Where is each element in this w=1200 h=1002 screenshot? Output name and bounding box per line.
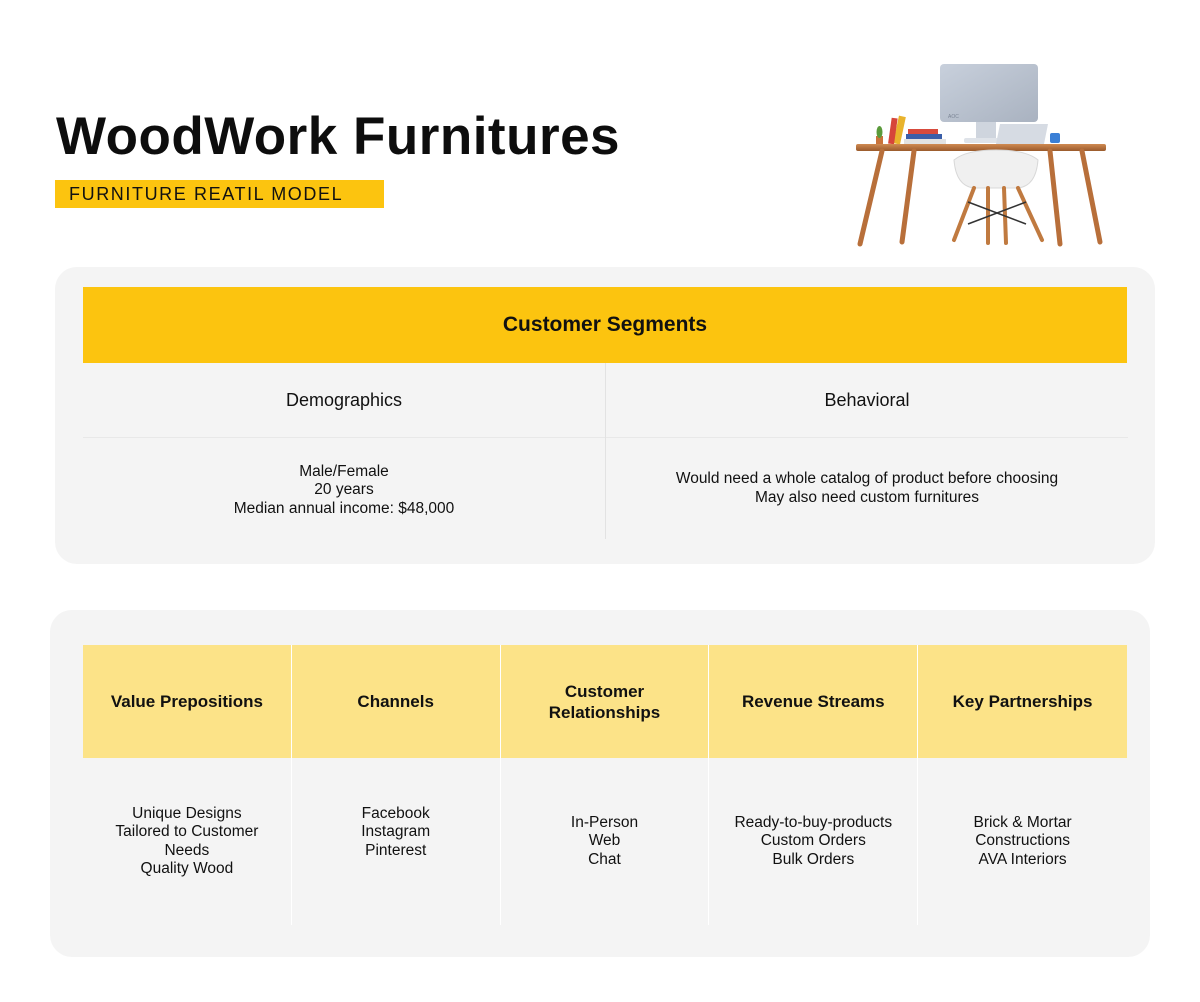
- customer-relationships-line: In-Person: [570, 813, 639, 831]
- customer-relationships-column: [501, 645, 710, 925]
- channels-line: Instagram: [361, 823, 431, 841]
- behavioral-body: [606, 438, 1128, 539]
- key-partnerships-line: Constructions: [975, 832, 1070, 850]
- revenue-streams-body: [709, 758, 917, 925]
- value-prepositions-line: Tailored to Customer: [115, 823, 259, 840]
- key-partnerships-column: [918, 645, 1127, 925]
- key-partnerships-line: Brick & Mortar: [973, 813, 1072, 831]
- channels-title: Channels: [357, 692, 434, 711]
- channels-line: Pinterest: [365, 841, 427, 859]
- behavioral-title: Behavioral: [606, 363, 1128, 438]
- customer-relationships-title: Customer Relationships: [548, 681, 661, 722]
- monitor-brand-label: AOC: [948, 114, 959, 120]
- value-prepositions-header: [83, 645, 291, 758]
- channels-column: [292, 645, 501, 925]
- channels-header: [292, 645, 500, 758]
- value-prepositions-column: [83, 645, 292, 925]
- demographics-line: Median annual income: $48,000: [233, 499, 455, 517]
- customer-relationships-line: Chat: [588, 850, 621, 868]
- demographics-body: [83, 438, 605, 539]
- demographics-line: 20 years: [314, 481, 374, 499]
- key-partnerships-body: [918, 758, 1127, 925]
- value-prepositions-line: Needs: [164, 841, 210, 859]
- behavioral-column: [605, 363, 1128, 539]
- revenue-streams-line: Ready-to-buy-products: [734, 813, 893, 831]
- revenue-streams-title: Revenue Streams: [741, 692, 885, 711]
- key-partnerships-line: AVA Interiors: [978, 850, 1067, 868]
- channels-body: [292, 758, 500, 925]
- behavioral-line: May also need custom furnitures: [755, 488, 979, 506]
- revenue-streams-header: [709, 645, 917, 758]
- demographics-title: Demographics: [83, 363, 605, 438]
- behavioral-line: Would need a whole catalog of product before choosing: [675, 470, 1059, 487]
- customer-relationships-line: Web: [588, 832, 621, 850]
- customer-segments-panel: [55, 267, 1155, 564]
- value-prepositions-line: Quality Wood: [140, 860, 234, 877]
- business-model-grid: [83, 645, 1127, 925]
- demographics-column: [83, 363, 605, 539]
- revenue-streams-column: [709, 645, 918, 925]
- demographics-line: Male/Female: [299, 462, 389, 480]
- value-prepositions-body: [83, 758, 291, 925]
- page-title: WoodWork Furnitures: [56, 107, 621, 166]
- channels-line: Facebook: [361, 804, 430, 822]
- value-prepositions-line: Unique Designs: [132, 804, 242, 822]
- key-partnerships-header: [918, 645, 1127, 758]
- customer-relationships-header: [501, 645, 709, 758]
- revenue-streams-line: Custom Orders: [760, 832, 866, 850]
- page-subtitle-badge: FURNITURE REATIL MODEL: [55, 180, 384, 208]
- revenue-streams-line: Bulk Orders: [772, 850, 855, 868]
- value-prepositions-title: Value Prepositions: [110, 692, 263, 711]
- key-partnerships-title: Key Partnerships: [952, 692, 1093, 711]
- customer-segments-header: Customer Segments: [83, 287, 1127, 363]
- desk-with-monitor-and-chair-icon: [850, 60, 1110, 250]
- customer-relationships-body: [501, 758, 709, 925]
- business-model-panel: [50, 610, 1150, 957]
